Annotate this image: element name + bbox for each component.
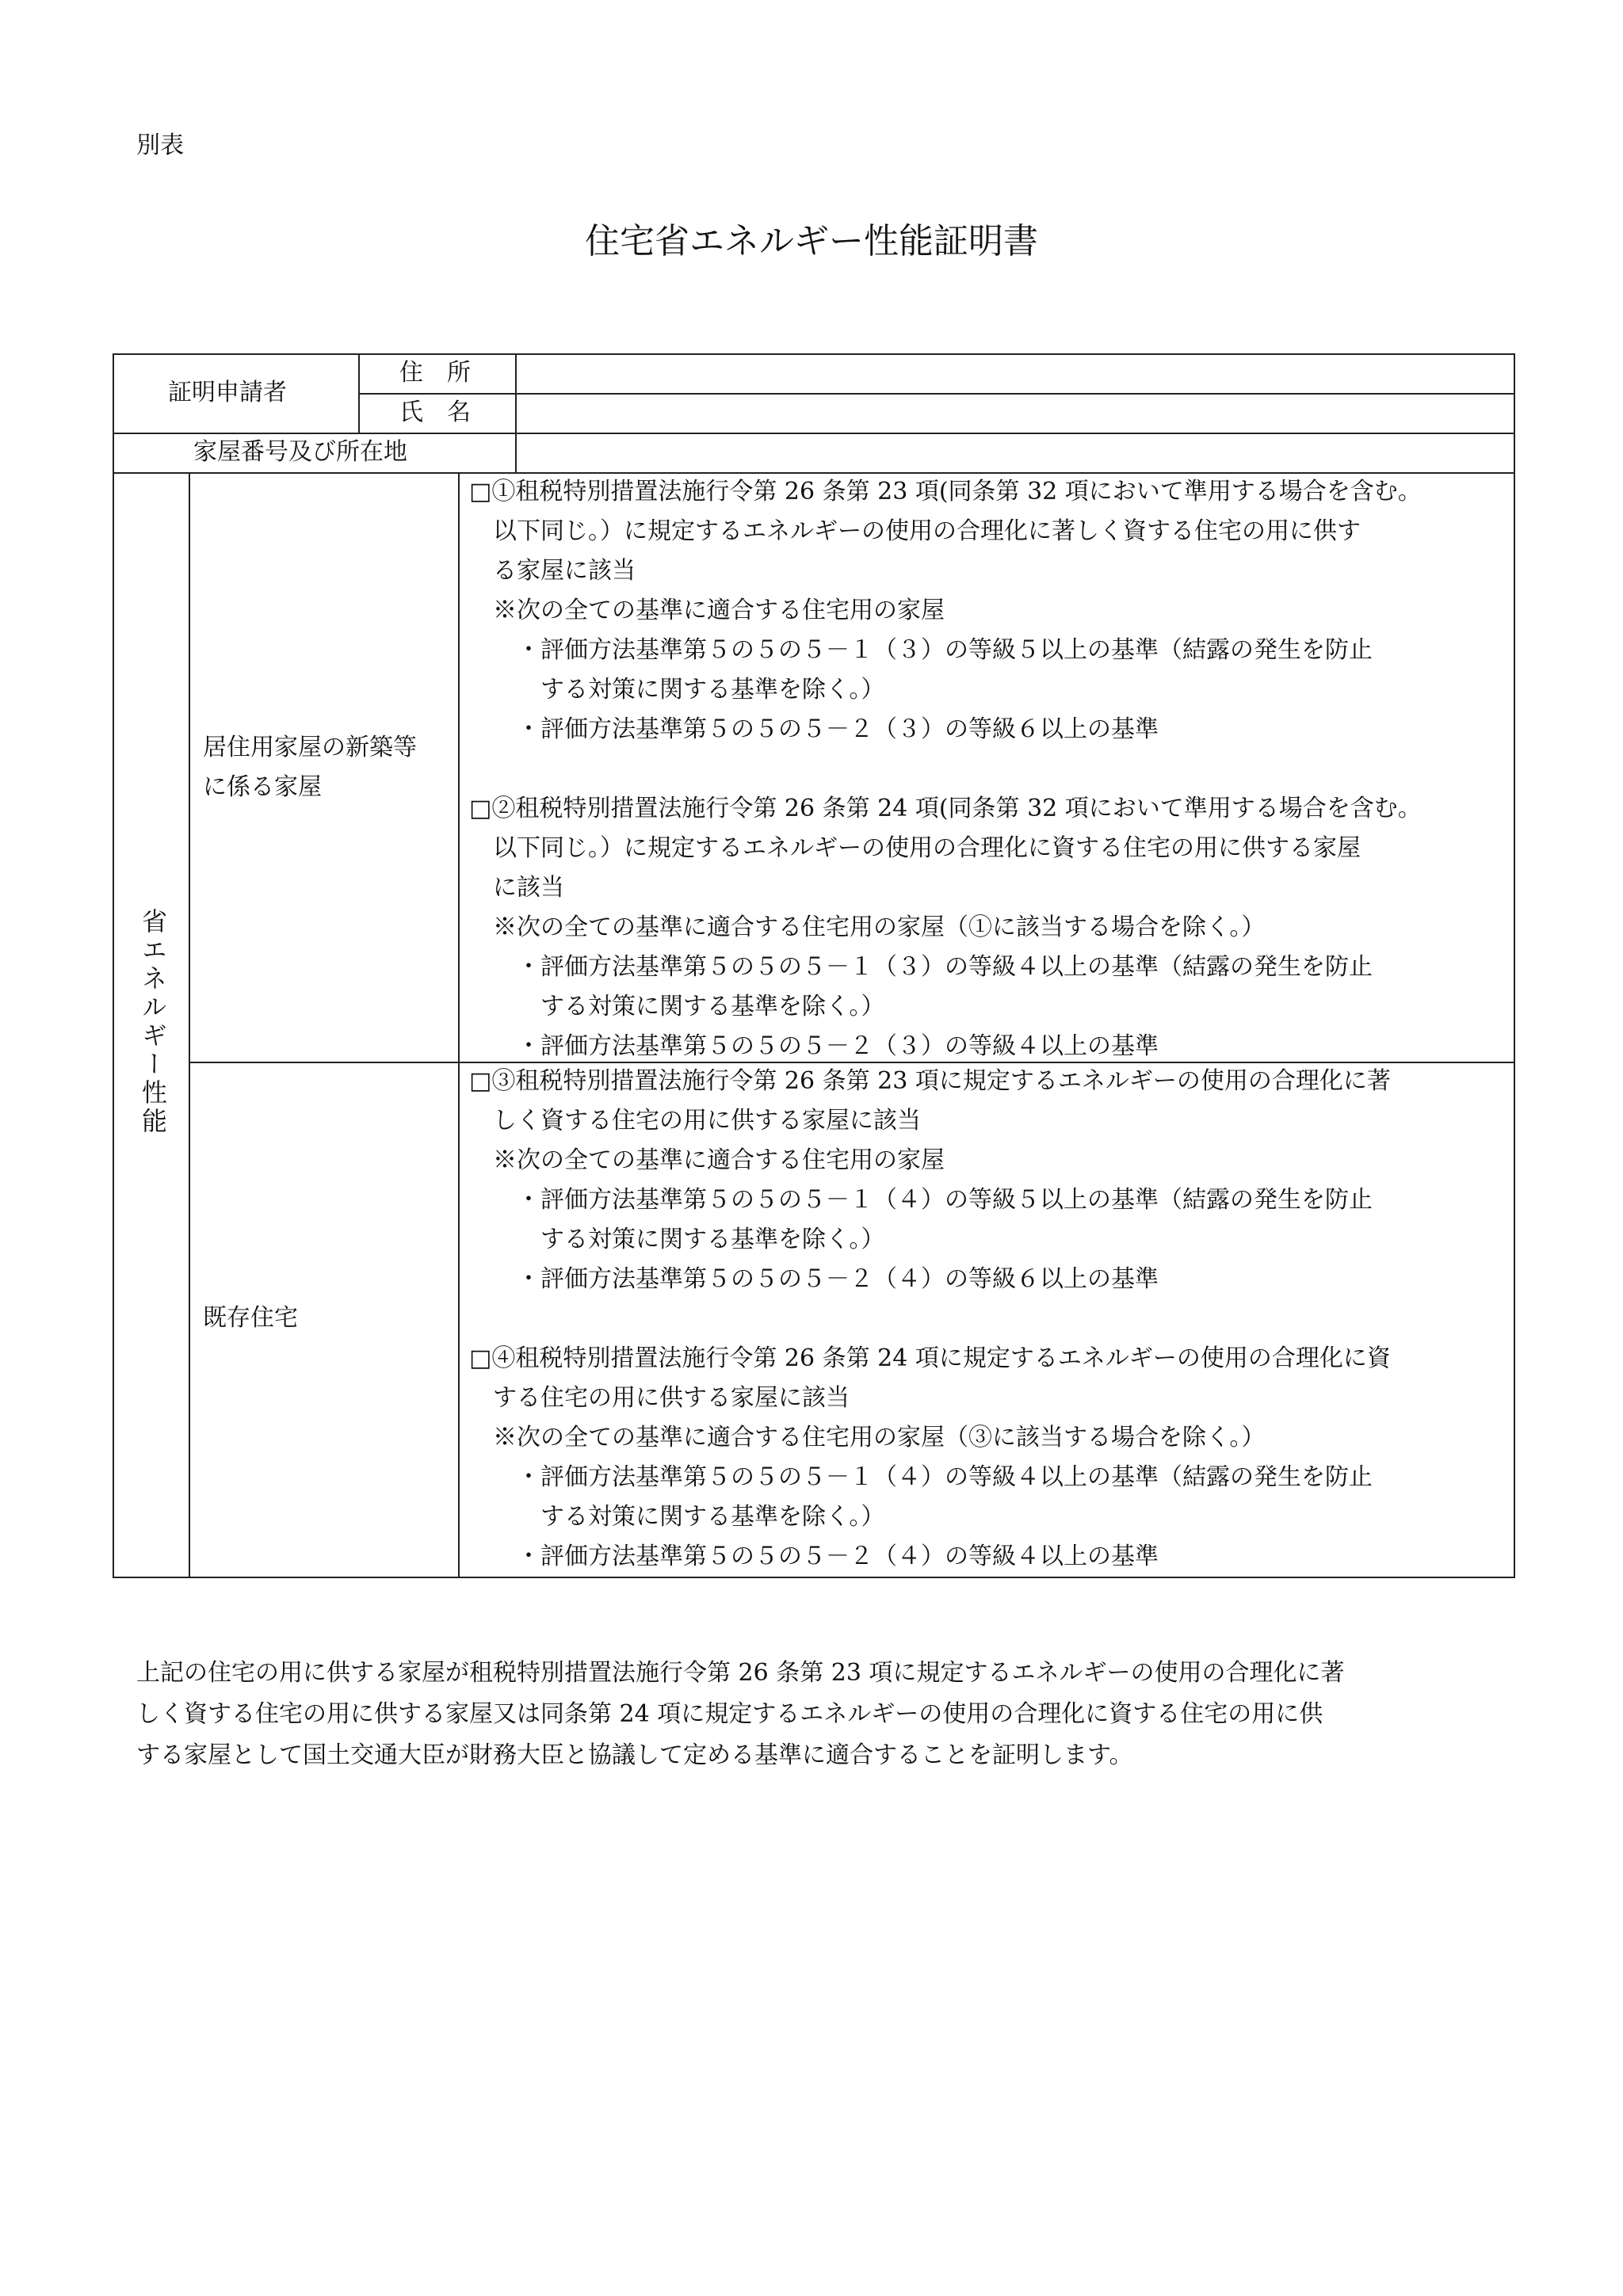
col-divider-applicant [358, 353, 360, 433]
house-number-label: 家屋番号及び所在地 [193, 438, 407, 466]
table-border-right [1514, 353, 1515, 1578]
criteria-line: する対策に関する基準を除く。） [469, 1226, 885, 1253]
criteria-line: する対策に関する基準を除く。） [469, 993, 885, 1020]
address-label: 住 所 [399, 359, 471, 387]
criteria-line: ・評価方法基準第５の５の５－１（４）の等級４以上の基準（結露の発生を防止 [469, 1463, 1373, 1491]
statement-line: する家屋として国土交通大臣が財務大臣と協議して定める基準に適合することを証明します。 [136, 1741, 1133, 1769]
criteria-line: □④租税特別措置法施行令第 26 条第 24 項に規定するエネルギーの使用の合理化に資 [469, 1344, 1391, 1372]
certification-statement [136, 1653, 1499, 1776]
criteria-line: する対策に関する基準を除く。） [469, 676, 885, 704]
criteria-line: ※次の全ての基準に適合する住宅用の家屋 [469, 1146, 945, 1174]
criteria-line: □②租税特別措置法施行令第 26 条第 24 項(同条第 32 項において準用する場合を含む。 [469, 795, 1422, 822]
criteria-line [469, 1299, 1507, 1339]
statement-line: しく資する住宅の用に供する家屋又は同条第 24 項に規定するエネルギーの使用の合理化に資する住宅の用に供 [136, 1700, 1323, 1728]
criteria-line: 以下同じ。）に規定するエネルギーの使用の合理化に資する住宅の用に供する家屋 [469, 834, 1361, 862]
criteria-line: 以下同じ。）に規定するエネルギーの使用の合理化に著しく資する住宅の用に供す [469, 517, 1361, 545]
col-divider-subcategory [458, 472, 460, 1578]
criteria-line: □①租税特別措置法施行令第 26 条第 23 項(同条第 32 項において準用する場合を含む。 [469, 478, 1422, 505]
table-border-top [113, 353, 1515, 355]
table-border-left [113, 353, 114, 1578]
energy-performance-label: 省エネルギー性能 [138, 908, 168, 1136]
new-build-label-line2: に係る家屋 [203, 773, 322, 801]
criteria-line: る家屋に該当 [469, 557, 636, 585]
col-divider-category [189, 472, 190, 1578]
criteria-line: ※次の全ての基準に適合する住宅用の家屋 [469, 597, 945, 624]
criteria-line: ・評価方法基準第５の５の５－２（４）の等級６以上の基準 [469, 1265, 1159, 1293]
table-border-bottom [113, 1577, 1515, 1578]
name-label: 氏 名 [399, 399, 471, 426]
criteria-line: ・評価方法基準第５の５の５－２（３）の等級４以上の基準 [469, 1032, 1159, 1060]
criteria-line: ・評価方法基準第５の５の５－１（３）の等級４以上の基準（結露の発生を防止 [469, 953, 1373, 981]
new-build-criteria [469, 472, 1507, 1066]
criteria-line: ・評価方法基準第５の５の５－１（３）の等級５以上の基準（結露の発生を防止 [469, 636, 1373, 664]
criteria-line: する住宅の用に供する家屋に該当 [469, 1384, 850, 1412]
criteria-line: しく資する住宅の用に供する家屋に該当 [469, 1107, 921, 1135]
criteria-line: ※次の全ての基準に適合する住宅用の家屋（①に該当する場合を除く。） [469, 913, 1266, 941]
criteria-line: ・評価方法基準第５の５の５－１（４）の等級５以上の基準（結露の発生を防止 [469, 1186, 1373, 1214]
page-title: 住宅省エネルギー性能証明書 [585, 221, 1038, 261]
certificate-table [113, 353, 1515, 1578]
applicant-label: 証明申請者 [168, 379, 287, 406]
row-divider-applicant [113, 433, 1515, 434]
col-divider-label [515, 353, 517, 472]
row-divider-address [358, 393, 1515, 395]
existing-house-label: 既存住宅 [203, 1304, 298, 1332]
criteria-line: ※次の全ての基準に適合する住宅用の家屋（③に該当する場合を除く。） [469, 1424, 1266, 1451]
statement-line: 上記の住宅の用に供する家屋が租税特別措置法施行令第 26 条第 23 項に規定するエネルギーの使用の合理化に著 [136, 1659, 1345, 1687]
criteria-line: に該当 [469, 874, 564, 902]
new-build-label-line1: 居住用家屋の新築等 [203, 734, 417, 761]
criteria-line [469, 749, 1507, 789]
criteria-line: ・評価方法基準第５の５の５－２（４）の等級４以上の基準 [469, 1543, 1159, 1570]
existing-house-criteria [469, 1062, 1507, 1577]
criteria-line: する対策に関する基準を除く。） [469, 1503, 885, 1531]
criteria-line: ・評価方法基準第５の５の５－２（３）の等級６以上の基準 [469, 715, 1159, 743]
annex-label: 別表 [136, 132, 184, 159]
criteria-line: □③租税特別措置法施行令第 26 条第 23 項に規定するエネルギーの使用の合理化に著 [469, 1067, 1391, 1095]
